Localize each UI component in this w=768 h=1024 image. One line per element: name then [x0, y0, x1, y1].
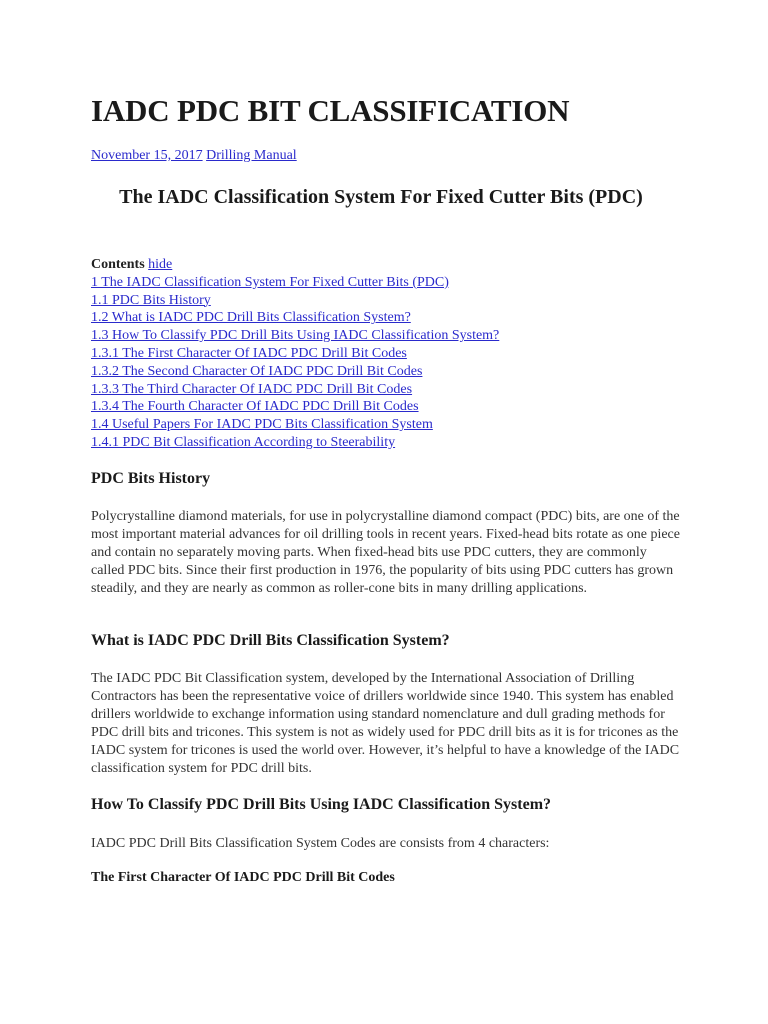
section-title: The IADC Classification System For Fixed Cutter Bits (PDC)	[119, 186, 643, 208]
how-heading: How To Classify PDC Drill Bits Using IADC Classification System?	[91, 796, 552, 813]
toc-item[interactable]: 1.3 How To Classify PDC Drill Bits Using IADC Classification System?	[91, 328, 500, 344]
table-of-contents	[91, 256, 499, 452]
what-paragraph: The IADC PDC Bit Classification system, developed by the International Association of Drilling Contractors has been the representative voice of drillers worldwide since 1940. This system has enabled drillers worldwide to exchange information using standard nomenclature and dull grading methods for PDC drill bits and tricones. This system is not as widely used for PDC drill bits as it is for tricones as the IADC system for tricones is used the world over. However, it’s helpful to have a knowledge of the IADC classification system for PDC drill bits.	[91, 671, 680, 776]
toc-item[interactable]: 1.3.2 The Second Character Of IADC PDC Drill Bit Codes	[91, 363, 423, 379]
toc-item[interactable]: 1.1 PDC Bits History	[91, 292, 211, 308]
toc-header	[91, 256, 499, 274]
history-heading: PDC Bits History	[91, 470, 211, 487]
post-meta	[91, 148, 297, 164]
first-character-heading: The First Character Of IADC PDC Drill Bit Codes	[91, 870, 395, 885]
toc-item[interactable]: 1.2 What is IADC PDC Drill Bits Classification System?	[91, 310, 411, 326]
page-title: IADC PDC BIT CLASSIFICATION	[91, 93, 570, 128]
toc-item[interactable]: 1.3.1 The First Character Of IADC PDC Drill Bit Codes	[91, 345, 407, 361]
date-link[interactable]: November 15, 2017	[91, 148, 203, 163]
category-link[interactable]: Drilling Manual	[206, 148, 297, 163]
history-paragraph: Polycrystalline diamond materials, for use in polycrystalline diamond compact (PDC) bits, are one of the most important material advances for oil drilling tools in recent years. Fixed-head bits rotate as one piece and contain no separately moving parts. When fixed-head bits use PDC cutters, they are commonly called PDC bits. Since their first production in 1976, the popularity of bits using PDC cutters has grown steadily, and they are nearly as common as roller-cone bits in many drilling applications.	[91, 509, 680, 596]
toc-item[interactable]: 1.3.3 The Third Character Of IADC PDC Drill Bit Codes	[91, 381, 413, 397]
what-heading: What is IADC PDC Drill Bits Classification System?	[91, 632, 450, 649]
toc-item[interactable]: 1 The IADC Classification System For Fixed Cutter Bits (PDC)	[91, 274, 449, 290]
how-paragraph: IADC PDC Drill Bits Classification System Codes are consists from 4 characters:	[91, 836, 550, 851]
toc-item[interactable]: 1.4.1 PDC Bit Classification According to Steerability	[91, 434, 396, 450]
toc-heading: Contents	[91, 257, 145, 272]
toc-hide-link[interactable]: hide	[148, 257, 173, 272]
toc-item[interactable]: 1.4 Useful Papers For IADC PDC Bits Classification System	[91, 417, 433, 433]
toc-item[interactable]: 1.3.4 The Fourth Character Of IADC PDC Drill Bit Codes	[91, 399, 419, 415]
